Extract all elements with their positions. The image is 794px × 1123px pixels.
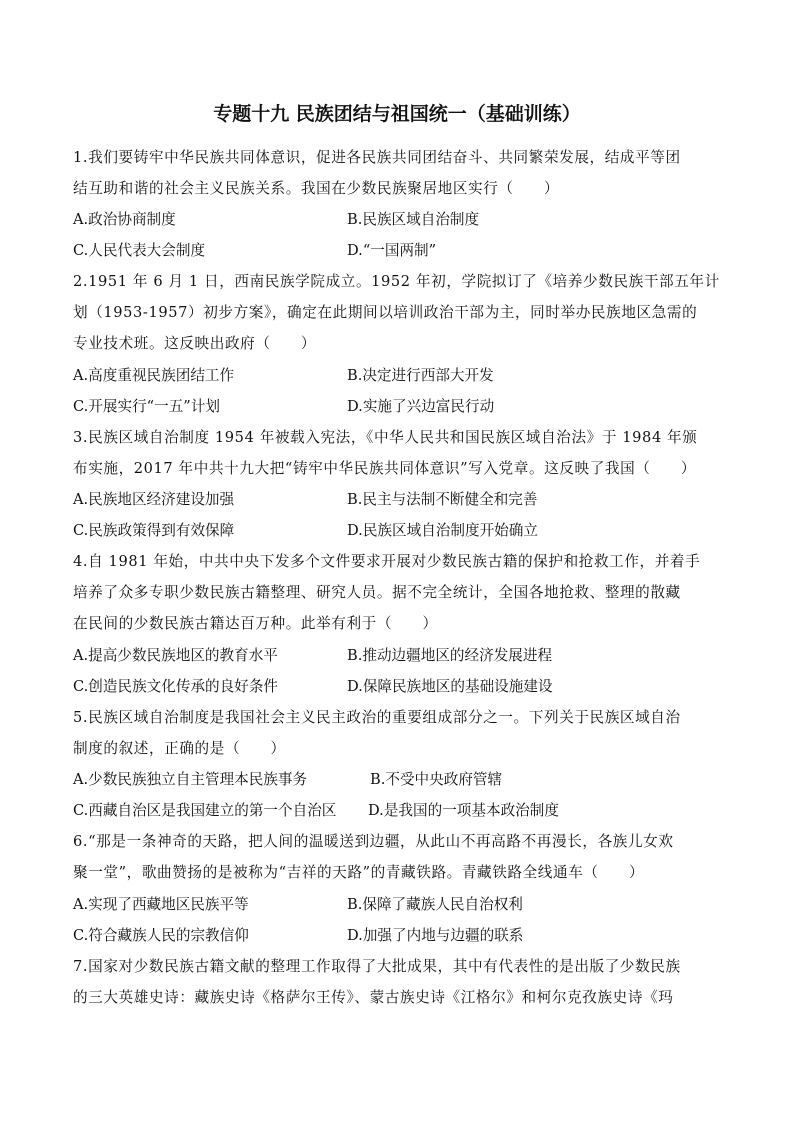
q4-option-d: D.保障民族地区的基础设施建设 [347,678,553,695]
q2-stem-line-2: 划（1953-1957）初步方案》，确定在此期间以培训政治干部为主，同时举办民族地区急需的 [73,304,698,321]
q2-stem-line-3: 专业技术班。这反映出政府（ ） [73,335,317,352]
q2-stem-line-1: 2.1951 年 6 月 1 日，西南民族学院成立。1952 年初，学院拟订了《培养少数民族干部五年计 [73,273,720,290]
q5-option-b: B.不受中央政府管辖 [370,771,503,788]
q7-stem-line-1: 7.国家对少数民族古籍文献的整理工作取得了大批成果，其中有代表性的是出版了少数民族 [73,958,681,975]
q6-stem-line-2: 聚一堂”，歌曲赞扬的是被称为“吉祥的天路”的青藏铁路。青藏铁路全线通车（ ） [73,864,645,881]
q4-option-c: C.创造民族文化传承的良好条件 [73,678,279,695]
q4-stem-line-1: 4.自 1981 年始，中共中央下发多个文件要求开展对少数民族古籍的保护和抢救工作，并着手 [73,553,701,570]
q7-stem-line-2: 的三大英雄史诗：藏族史诗《格萨尔王传》、蒙古族史诗《江格尔》和柯尔克孜族史诗《玛 [73,989,674,1006]
q3-stem-line-1: 3.民族区域自治制度 1954 年被载入宪法，《中华人民共和国民族区域自治法》于 1984 年颁 [73,429,698,446]
q4-option-b: B.推动边疆地区的经济发展进程 [347,647,553,664]
q6-stem-line-1: 6.“那是一条神奇的天路，把人间的温暖送到边疆，从此山不再高路不再漫长，各族儿女欢 [73,833,674,850]
q3-option-d: D.民族区域自治制度开始确立 [347,522,538,539]
q5-option-d: D.是我国的一项基本政治制度 [368,802,559,819]
q2-option-a: A.高度重视民族团结工作 [73,367,235,384]
q3-option-c: C.民族政策得到有效保障 [73,522,235,539]
q1-option-d: D.“一国两制” [347,242,437,259]
q6-option-a: A.实现了西藏地区民族平等 [73,896,249,913]
q2-option-d: D.实施了兴边富民行动 [347,398,495,415]
q5-stem-line-2: 制度的叙述，正确的是（ ） [73,740,286,757]
q2-option-c: C.开展实行“一五”计划 [73,398,220,415]
q6-option-c: C.符合藏族人民的宗教信仰 [73,927,249,944]
q3-option-a: A.民族地区经济建设加强 [73,491,235,508]
q5-option-c: C.西藏自治区是我国建立的第一个自治区 [73,802,337,819]
q6-option-b: B.保障了藏族人民自治权利 [347,896,523,913]
q1-stem-line-2: 结互助和谐的社会主义民族关系。我国在少数民族聚居地区实行（ ） [73,180,560,197]
page-title: 专题十九 民族团结与祖国统一（基础训练） [213,103,581,125]
q1-option-c: C.人民代表大会制度 [73,242,206,259]
q1-option-a: A.政治协商制度 [73,211,176,228]
q5-option-a: A.少数民族独立自主管理本民族事务 [73,771,308,788]
q1-stem-line-1: 1.我们要铸牢中华民族共同体意识，促进各民族共同团结奋斗、共同繁荣发展，结成平等团 [73,149,681,166]
q4-stem-line-2: 培养了众多专职少数民族古籍整理、研究人员。据不完全统计，全国各地抢救、整理的散藏 [73,584,681,601]
q6-option-d: D.加强了内地与边疆的联系 [347,927,524,944]
q4-stem-line-3: 在民间的少数民族古籍达百万种。此举有利于（ ） [73,615,438,632]
q4-option-a: A.提高少数民族地区的教育水平 [73,647,278,664]
q5-stem-line-1: 5.民族区域自治制度是我国社会主义民主政治的重要组成部分之一。下列关于民族区域自治 [73,709,681,726]
q3-stem-line-2: 布实施，2017 年中共十九大把“铸牢中华民族共同体意识”写入党章。这反映了我国（ ） [73,460,697,477]
q2-option-b: B.决定进行西部大开发 [347,367,494,384]
q1-option-b: B.民族区域自治制度 [347,211,480,228]
q3-option-b: B.民主与法制不断健全和完善 [347,491,538,508]
